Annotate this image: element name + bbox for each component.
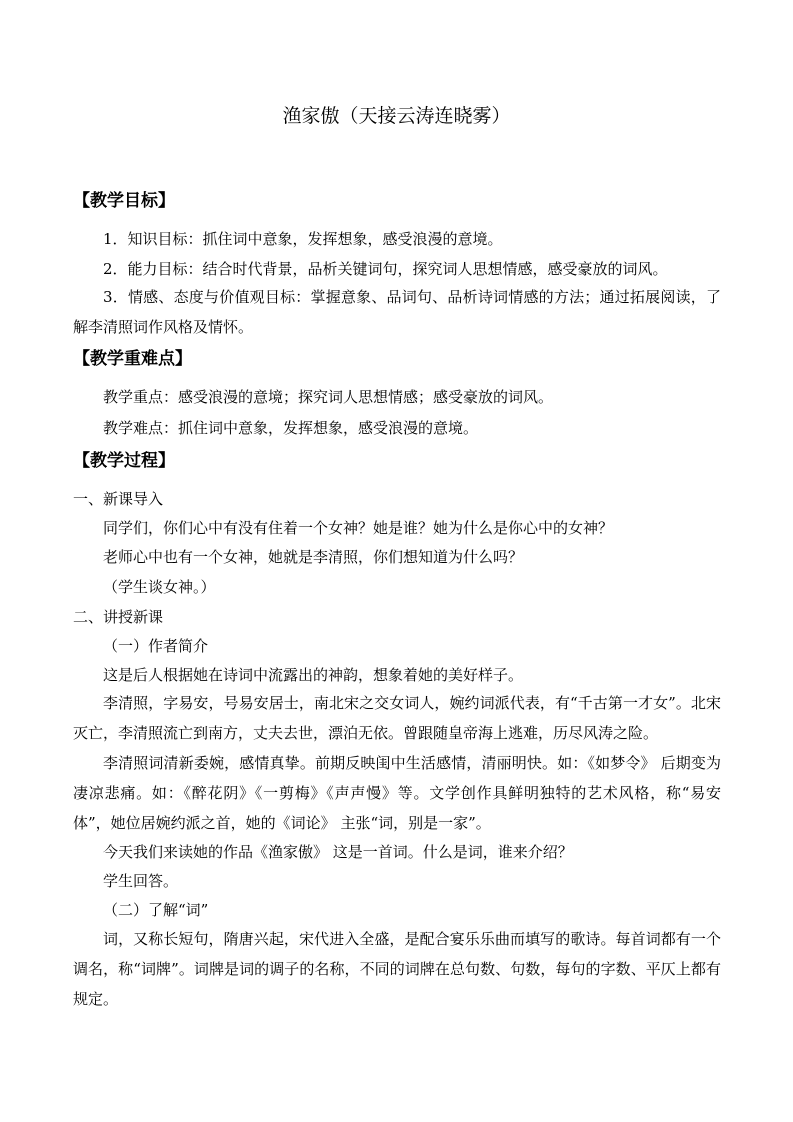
author-paragraph: 李清照，字易安，号易安居士，南北宋之交女词人，婉约词派代表，有“千古第一才女”。北宋灭亡，李清照流亡到南方，丈夫去世，漂泊无依。曾跟随皇帝海上逃难，历尽风涛之险。 bbox=[73, 694, 721, 742]
keypoint-item: 教学难点：抓住词中意象，发挥想象，感受浪漫的意境。 bbox=[103, 419, 479, 437]
goal-item: 2．能力目标：结合时代背景，品析关键词句，探究词人思想情感，感受豪放的词风。 bbox=[103, 260, 668, 278]
goals-heading: 【教学目标】 bbox=[73, 191, 175, 211]
goal-item: 1．知识目标：抓住词中意象，发挥想象，感受浪漫的意境。 bbox=[103, 230, 503, 248]
author-paragraph: 这是后人根据她在诗词中流露出的神韵，想象着她的美好样子。 bbox=[103, 666, 524, 684]
section-heading-intro: 一、新课导入 bbox=[73, 490, 164, 508]
intro-line: 同学们，你们心中有没有住着一个女神？她是谁？她为什么是你心中的女神？ bbox=[103, 519, 614, 537]
document-title: 渔家傲（天接云涛连晓雾） bbox=[282, 105, 511, 127]
subsection-heading-ci: （二）了解“词” bbox=[103, 901, 209, 919]
subsection-heading-author: （一）作者简介 bbox=[103, 637, 209, 655]
intro-line: 老师心中也有一个女神，她就是李清照，你们想知道为什么吗？ bbox=[103, 548, 524, 566]
author-paragraph: 今天我们来读她的作品《渔家傲》 这是一首词。什么是词，谁来介绍？ bbox=[103, 843, 573, 861]
keypoint-item: 教学重点：感受浪漫的意境；探究词人思想情感；感受豪放的词风。 bbox=[103, 388, 554, 406]
author-paragraph: 李清照词清新委婉，感情真挚。前期反映闺中生活感情，清丽明快。如：《如梦令》 后期变为凄凉悲痛。如：《醉花阴》《一剪梅》《声声慢》等。文学创作具鲜明独特的艺术风格，称“易安体”，她位居婉约派之首，她的《词论》 主张“词，别是一家”。 bbox=[73, 754, 721, 832]
goal-item: 3．情感、态度与价值观目标：掌握意象、品词句、品析诗词情感的方法；通过拓展阅读，了解李清照词作风格及情怀。 bbox=[73, 288, 721, 336]
section-heading-lesson: 二、讲授新课 bbox=[73, 608, 164, 626]
author-paragraph: 学生回答。 bbox=[103, 872, 179, 890]
process-heading: 【教学过程】 bbox=[73, 451, 175, 471]
ci-paragraph: 词，又称长短句，隋唐兴起，宋代进入全盛，是配合宴乐乐曲而填写的歌诗。每首词都有一个调名，称“词牌”。词牌是词的调子的名称，不同的词牌在总句数、句数，每句的字数、平仄上都有规定。 bbox=[73, 930, 721, 1008]
intro-line: （学生谈女神。） bbox=[103, 578, 216, 596]
keypoints-heading: 【教学重难点】 bbox=[73, 349, 192, 369]
